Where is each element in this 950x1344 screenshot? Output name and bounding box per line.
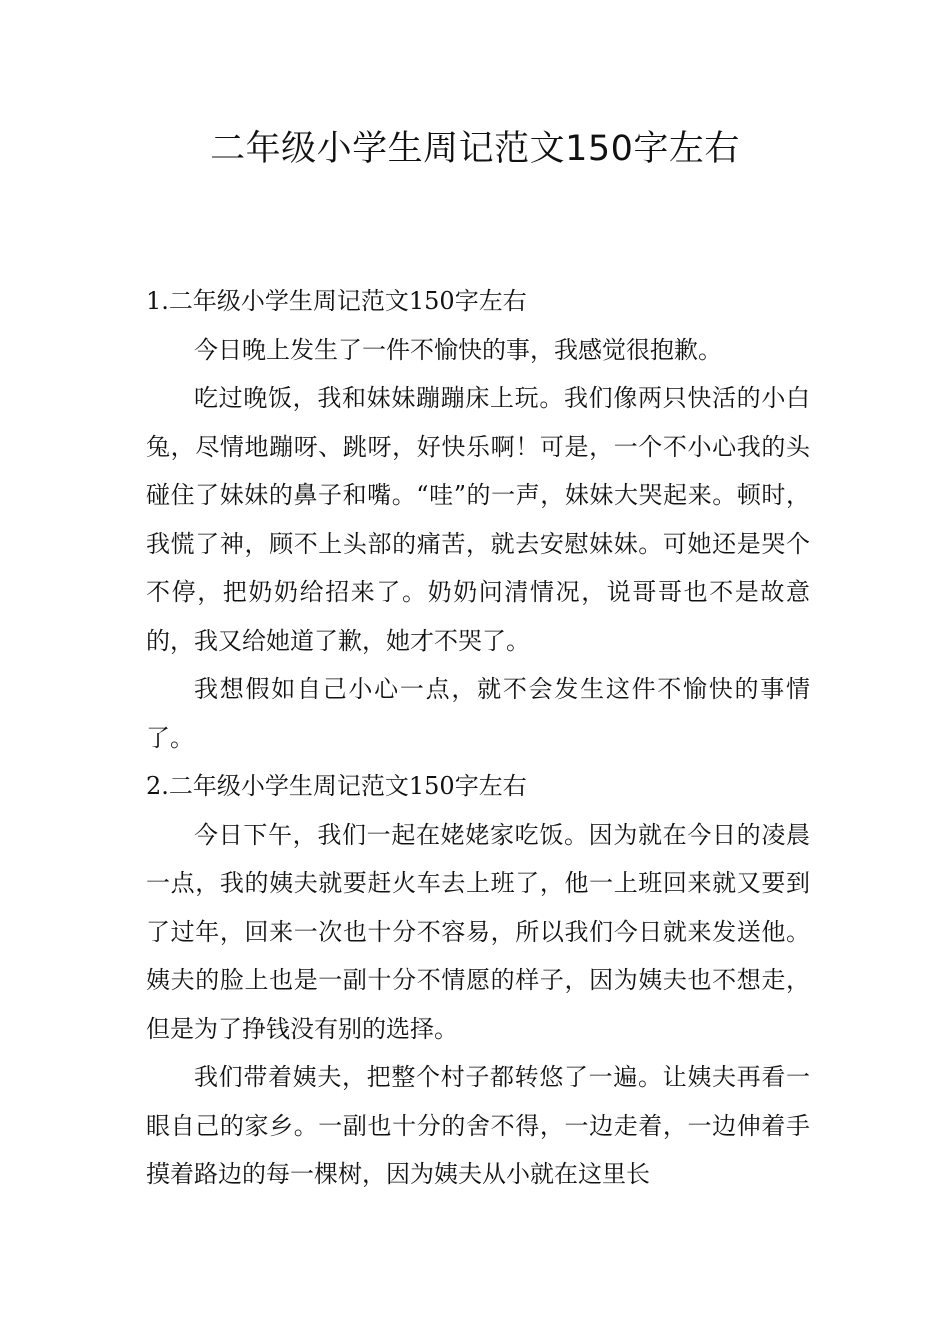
section-2-paragraph-1: 今日下午，我们一起在姥姥家吃饭。因为就在今日的凌晨一点，我的姨夫就要赶火车去上班了，他一上班回来就又要到了过年，回来一次也十分不容易，所以我们今日就来发送他。姨夫的脸上也是一副十分不情愿的样子，因为姨夫也不想走，但是为了挣钱没有别的选择。 [146, 820, 810, 1043]
section-1-paragraph-2: 吃过晚饭，我和妹妹蹦蹦床上玩。我们像两只快活的小白兔，尽情地蹦呀、跳呀，好快乐啊！可是，一个不小心我的头碰住了妹妹的鼻子和嘴。“哇”的一声，妹妹大哭起来。顿时，我慌了神，顾不上头部的痛苦，就去安慰妹妹。可她还是哭个不停，把奶奶给招来了。奶奶问清情况，说哥哥也不是故意的，我又给她道了歉，她才不哭了。 [146, 384, 810, 655]
section-1-paragraph-1: 今日晚上发生了一件不愉快的事，我感觉很抱歉。 [194, 335, 722, 364]
document-body [146, 277, 810, 1199]
section-2-paragraph-2: 我们带着姨夫，把整个村子都转悠了一遍。让姨夫再看一眼自己的家乡。一副也十分的舍不得，一边走着，一边伸着手摸着路边的每一棵树，因为姨夫从小就在这里长 [146, 1063, 810, 1188]
section-1-paragraph-3: 我想假如自己小心一点，就不会发生这件不愉快的事情了。 [146, 675, 810, 752]
section-heading-2: 2.二年级小学生周记范文150字左右 [146, 772, 527, 800]
section-heading-1: 1.二年级小学生周记范文150字左右 [146, 287, 527, 315]
document-title: 二年级小学生周记范文150字左右 [210, 129, 740, 169]
